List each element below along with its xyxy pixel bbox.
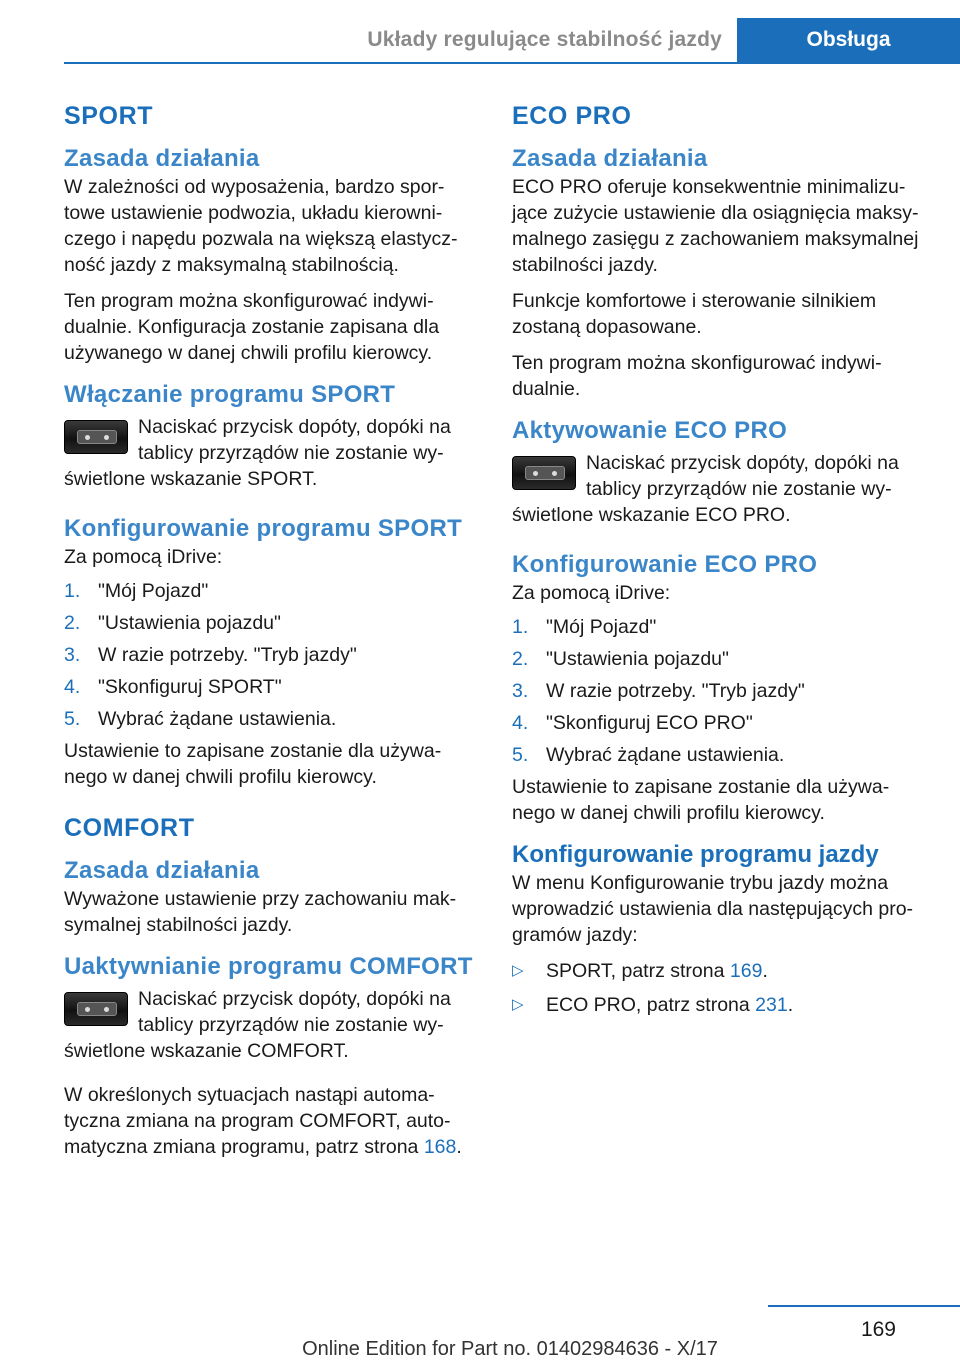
eco-zasada-heading: Zasada działania bbox=[512, 145, 708, 172]
sport-heading: SPORT bbox=[64, 102, 154, 130]
drive-config-heading: Konfigurowanie programu jazdy bbox=[512, 841, 879, 868]
comfort-on-text-cont: świetlone wskazanie COMFORT. bbox=[64, 1040, 349, 1062]
sport-config-note: Ustawienie to zapisane zostanie dla używa-nego w danej chwili profilu kierowcy. bbox=[64, 740, 442, 788]
page-link-231[interactable]: 231 bbox=[755, 994, 788, 1016]
sport-config-heading: Konfigurowanie programu SPORT bbox=[64, 515, 463, 542]
sport-zasada-p2: Ten program można skonfigurować indywi-dualnie. Konfiguracja zostanie zapisana dla używanego w danej chwili profilu kierowcy. bbox=[64, 290, 440, 364]
sport-zasada-heading: Zasada działania bbox=[64, 145, 260, 172]
list-item: ▷ ECO PRO, patrz strona 231. bbox=[512, 994, 794, 1016]
sport-on-text: Naciskać przycisk dopóty, dopóki na tablicy przyrządów nie zostanie wy- bbox=[138, 416, 451, 464]
comfort-zasada-heading: Zasada działania bbox=[64, 857, 260, 884]
list-item: 2. "Ustawienia pojazdu" bbox=[64, 612, 281, 634]
list-item: 4. "Skonfiguruj ECO PRO" bbox=[512, 712, 753, 734]
list-item: ▷ SPORT, patrz strona 169. bbox=[512, 960, 768, 982]
sport-on-heading: Włączanie programu SPORT bbox=[64, 381, 396, 408]
list-item: 5. Wybrać żądane ustawienia. bbox=[512, 744, 785, 766]
sport-button-row bbox=[64, 414, 474, 466]
eco-heading: ECO PRO bbox=[512, 102, 632, 130]
eco-on-text-cont: świetlone wskazanie ECO PRO. bbox=[512, 504, 791, 526]
comfort-on-text: Naciskać przycisk dopóty, dopóki na tablicy przyrządów nie zostanie wy- bbox=[138, 988, 451, 1036]
list-item: 2. "Ustawienia pojazdu" bbox=[512, 648, 729, 670]
header-tab: Obsługa bbox=[737, 18, 960, 62]
footer-rule bbox=[768, 1305, 960, 1307]
comfort-heading: COMFORT bbox=[64, 814, 195, 842]
list-item: 4. "Skonfiguruj SPORT" bbox=[64, 676, 282, 698]
eco-button-row bbox=[512, 450, 922, 502]
comfort-button-row bbox=[64, 986, 474, 1038]
page-link-168[interactable]: 168 bbox=[423, 1136, 457, 1158]
eco-zasada-p1: ECO PRO oferuje konsekwentnie minimalizu-jące zużycie ustawienie dla osiągnięcia maksy-malnego zasięgu z zachowaniem maksymalnej stabilności jazdy. bbox=[512, 176, 919, 276]
list-item: 3. W razie potrzeby. "Tryb jazdy" bbox=[64, 644, 357, 666]
comfort-auto-text: W określonych sytuacjach nastąpi automa-tyczna zmiana na program COMFORT, auto-matyczna zmiana programu, patrz strona 168. bbox=[64, 1084, 462, 1158]
eco-config-heading: Konfigurowanie ECO PRO bbox=[512, 551, 818, 578]
driving-mode-button-icon bbox=[64, 992, 128, 1026]
eco-on-text: Naciskać przycisk dopóty, dopóki na tablicy przyrządów nie zostanie wy- bbox=[586, 452, 899, 500]
list-item: 1. "Mój Pojazd" bbox=[512, 616, 657, 638]
left-column bbox=[64, 100, 474, 1170]
comfort-zasada-p1: Wyważone ustawienie przy zachowaniu mak-symalnej stabilności jazdy. bbox=[64, 888, 457, 936]
driving-mode-button-icon bbox=[512, 456, 576, 490]
sport-steps bbox=[64, 578, 474, 732]
footer-edition: Online Edition for Part no. 01402984636 - X/17 bbox=[302, 1338, 718, 1360]
header-section-title: Układy regulujące stabilność jazdy bbox=[367, 28, 722, 51]
comfort-on-heading: Uaktywnianie programu COMFORT bbox=[64, 953, 473, 980]
eco-config-intro: Za pomocą iDrive: bbox=[512, 582, 671, 604]
list-item: 1. "Mój Pojazd" bbox=[64, 580, 209, 602]
list-item: 5. Wybrać żądane ustawienia. bbox=[64, 708, 337, 730]
triangle-bullet-icon: ▷ bbox=[512, 996, 524, 1013]
sport-zasada-p1: W zależności od wyposażenia, bardzo spor-towe ustawienie podwozia, układu kierowni-czego i napędu pozwala na większą elastycz-ność jazdy z maksymalną stabilnością. bbox=[64, 176, 458, 276]
list-item: 3. W razie potrzeby. "Tryb jazdy" bbox=[512, 680, 805, 702]
page-number: 169 bbox=[860, 1318, 896, 1341]
header-rule bbox=[64, 62, 960, 64]
drive-config-bullets bbox=[512, 958, 922, 1018]
eco-steps bbox=[512, 614, 922, 768]
drive-config-text: W menu Konfigurowanie trybu jazdy można wprowadzić ustawienia dla następujących pro-gramów jazdy: bbox=[512, 872, 914, 946]
triangle-bullet-icon: ▷ bbox=[512, 962, 524, 979]
eco-config-note: Ustawienie to zapisane zostanie dla używa-nego w danej chwili profilu kierowcy. bbox=[512, 776, 890, 824]
eco-zasada-p3: Ten program można skonfigurować indywi-dualnie. bbox=[512, 352, 882, 400]
right-column bbox=[512, 100, 922, 1026]
eco-zasada-p2: Funkcje komfortowe i sterowanie silnikiem zostaną dopasowane. bbox=[512, 290, 877, 338]
eco-on-heading: Aktywowanie ECO PRO bbox=[512, 417, 788, 444]
sport-on-text-cont: świetlone wskazanie SPORT. bbox=[64, 468, 318, 490]
page-link-169[interactable]: 169 bbox=[729, 960, 763, 982]
sport-config-intro: Za pomocą iDrive: bbox=[64, 546, 223, 568]
driving-mode-button-icon bbox=[64, 420, 128, 454]
